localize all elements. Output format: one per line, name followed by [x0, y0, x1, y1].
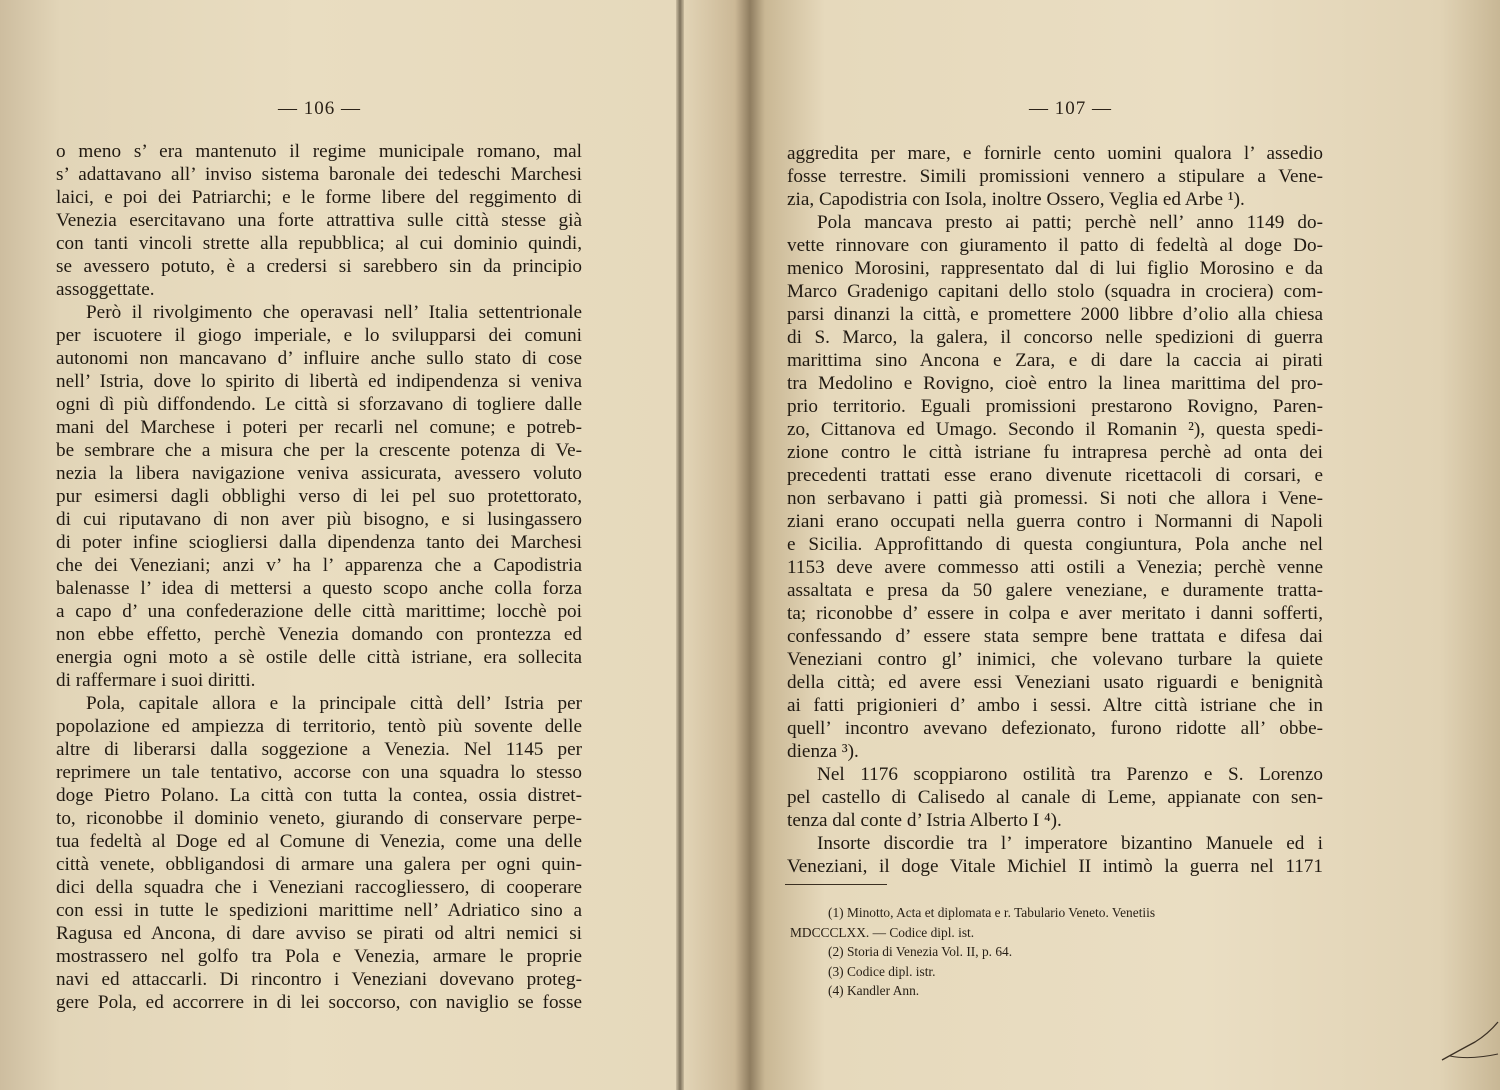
footnote: (2) Storia di Venezia Vol. II, p. 64.: [828, 944, 1013, 959]
text-line: Pola, capitale allora e la principale città dell’ Istria per: [86, 693, 582, 714]
text-line: popolazione ed ampiezza di territorio, tentò più sovente delle: [56, 716, 582, 737]
text-line: tenza dal conte d’ Istria Alberto I ⁴).: [787, 810, 1062, 831]
text-line: laici, e poi dei Patriarchi; e le forme libere del reggimento di: [56, 187, 582, 208]
text-line: non ebbe effetto, perchè Venezia domando con prontezza ed: [56, 624, 582, 645]
text-line: balenasse l’ idea di mettersi a questo scopo anche colla forza: [56, 578, 582, 599]
book-spine: [676, 0, 684, 1090]
text-line: e Sicilia. Approfittando di questa congiuntura, Pola anche nel: [787, 534, 1323, 555]
text-line: di S. Marco, la galera, il concorso nelle spedizioni di guerra: [787, 327, 1323, 348]
text-line: be sembrare che a misura che per la crescente potenza di Ve-: [56, 440, 582, 461]
footnote: (4) Kandler Ann.: [828, 983, 920, 998]
left-page-text: [56, 140, 582, 1014]
footnote: (1) Minotto, Acta et diplomata e r. Tabulario Veneto. Venetiis: [828, 905, 1156, 920]
text-line: precedenti trattati esse erano divenute ricettacoli di corsari, e: [787, 465, 1323, 486]
text-line: nell’ Istria, dove lo spirito di libertà ed indipendenza si veniva: [56, 371, 582, 392]
text-line: che dei Veneziani; anzi v’ ha l’ apparenza che a Capodistria: [56, 555, 582, 576]
left-page: [0, 0, 676, 1090]
text-line: Marco Gradenigo capitani dello stolo (squadra in crociera) com-: [787, 281, 1323, 302]
text-line: pel castello di Calisedo al canale di Leme, appianate con sen-: [787, 787, 1323, 808]
footnote: MDCCCLXX. — Codice dipl. ist.: [790, 924, 975, 940]
text-line: mani del Marchese i poteri per recarli nel comune; e potreb-: [56, 417, 582, 438]
text-line: mostrassero nel golfo tra Pola e Venezia, armare le proprie: [56, 946, 582, 967]
text-line: confessando d’ essere stata sempre bene trattata e difesa dai: [787, 626, 1323, 647]
text-line: Veneziani contro gl’ inimici, che volevano turbare la quiete: [787, 649, 1323, 670]
footnotes: [790, 903, 1318, 1001]
text-line: navi ed attaccarli. Di rincontro i Veneziani dovevano proteg-: [56, 969, 582, 990]
text-line: ai fatti prigionieri d’ ambo i sessi. Altre città istriane che in: [787, 695, 1323, 716]
text-line: non serbavano i patti già promessi. Si noti che allora i Vene-: [787, 488, 1323, 509]
text-line: Nel 1176 scoppiarono ostilità tra Parenzo e S. Lorenzo: [817, 764, 1323, 785]
text-line: doge Pietro Polano. La città con tutta la contea, ossia distret-: [56, 785, 582, 806]
text-line: dici della squadra che i Veneziani raccogliessero, di cooperare: [56, 877, 582, 898]
text-line: altre di liberarsi dalla soggezione a Venezia. Nel 1145 per: [56, 739, 582, 760]
text-line: Ragusa ed Ancona, di dare avviso se pirati od altri nemici si: [56, 923, 582, 944]
text-line: a capo d’ una confederazione delle città marittime; locchè poi: [56, 601, 582, 622]
text-line: gere Pola, ed accorrere in di lei soccorso, con naviglio se fosse: [56, 992, 582, 1013]
text-line: energia ogni moto a sè ostile delle città istriane, era sollecita: [56, 647, 582, 668]
text-line: con essi in tutte le spedizioni marittime nell’ Adriatico sino a: [56, 900, 582, 921]
text-line: ta; riconobbe d’ essere in colpa e aver meritato i danni sofferti,: [787, 603, 1323, 624]
text-line: con tanti vincoli strette alla repubblica; al cui dominio quindi,: [56, 233, 582, 254]
text-line: di poter infine sciogliersi dalla dipendenza tanto dei Marchesi: [56, 532, 582, 553]
text-line: zo, Cittanova ed Umago. Secondo il Romanin ²), questa spedi-: [787, 419, 1323, 440]
text-line: ziani erano occupati nella guerra contro i Normanni di Napoli: [787, 511, 1323, 532]
text-line: to, riconobbe il dominio veneto, giurando di conservare perpe-: [56, 808, 582, 829]
text-line: nezia la libera navigazione veniva assicurata, avessero voluto: [56, 463, 582, 484]
text-line: città venete, obbligandosi di armare una galera per ogni quin-: [56, 854, 582, 875]
text-line: marittima sino Ancona e Zara, e di dare la caccia ai pirati: [787, 350, 1323, 371]
text-line: Però il rivolgimento che operavasi nell’ Italia settentrionale: [86, 302, 582, 323]
text-line: assaltata e presa da 50 galere veneziane, e duramente tratta-: [787, 580, 1323, 601]
text-line: zia, Capodistria con Isola, inoltre Ossero, Veglia ed Arbe ¹).: [787, 189, 1245, 210]
text-line: menico Morosini, rappresentato dal di lui figlio Morosino e da: [787, 258, 1323, 279]
text-line: reprimere un tale tentativo, accorse con una squadra lo stesso: [56, 762, 582, 783]
text-line: parsi dinanzi la città, e promettere 2000 libbre d’olio alla chiesa: [787, 304, 1323, 325]
page-number: — 107 —: [1029, 98, 1112, 119]
text-line: dienza ³).: [787, 741, 859, 762]
footnote-rule: [785, 884, 887, 885]
pen-mark-icon: [1440, 1020, 1500, 1090]
text-line: tua fedeltà al Doge ed al Comune di Venezia, come una delle: [56, 831, 582, 852]
text-line: assoggettate.: [56, 279, 155, 300]
text-line: vette rinnovare con giuramento il patto di fedeltà al doge Do-: [787, 235, 1323, 256]
text-line: della città; ed avere essi Veneziani usato riguardi e benignità: [787, 672, 1323, 693]
text-line: Pola mancava presto ai patti; perchè nell’ anno 1149 do-: [817, 212, 1323, 233]
text-line: 1153 deve avere commesso atti ostili a Venezia; perchè venne: [787, 557, 1323, 578]
text-line: ogni dì più diffondendo. Le città si sforzavano di togliere dalle: [56, 394, 582, 415]
footnote: (3) Codice dipl. istr.: [828, 963, 936, 979]
text-line: Insorte discordie tra l’ imperatore bizantino Manuele ed i: [817, 833, 1323, 854]
text-line: zione contro le città istriane fu intrapresa perchè ad onta dei: [787, 442, 1323, 463]
text-line: di raffermare i suoi diritti.: [56, 670, 256, 691]
text-line: tra Medolino e Rovigno, cioè entro la linea marittima del pro-: [787, 373, 1323, 394]
text-line: pur esimersi dagli obblighi verso di lei pel suo protettorato,: [56, 486, 582, 507]
text-line: fosse terrestre. Simili promissioni vennero a stipulare a Vene-: [787, 166, 1323, 187]
text-line: per iscuotere il giogo imperiale, e lo svilupparsi dei comuni: [56, 325, 582, 346]
page-number: — 106 —: [278, 98, 361, 119]
text-line: aggredita per mare, e fornirle cento uomini qualora l’ assedio: [787, 143, 1323, 164]
text-line: s’ adattavano all’ inviso sistema baronale dei tedeschi Marchesi: [56, 164, 582, 185]
right-page-text: [787, 142, 1323, 878]
text-line: autonomi non mancavano d’ influire anche sullo stato di cose: [56, 348, 582, 369]
text-line: o meno s’ era mantenuto il regime municipale romano, mal: [56, 141, 582, 162]
text-line: se avessero potuto, è a credersi si sarebbero sin da principio: [56, 256, 582, 277]
text-line: prio territorio. Eguali promissioni prestarono Rovigno, Paren-: [787, 396, 1323, 417]
text-line: di cui riputavano di non aver più bisogno, e si lusingassero: [56, 509, 582, 530]
text-line: Venezia esercitavano una forte attrattiva sulle città stesse già: [56, 210, 582, 231]
text-line: quell’ incontro avevano defezionato, furono ridotte all’ obbe-: [787, 718, 1323, 739]
text-line: Veneziani, il doge Vitale Michiel II intimò la guerra nel 1171: [787, 856, 1323, 877]
